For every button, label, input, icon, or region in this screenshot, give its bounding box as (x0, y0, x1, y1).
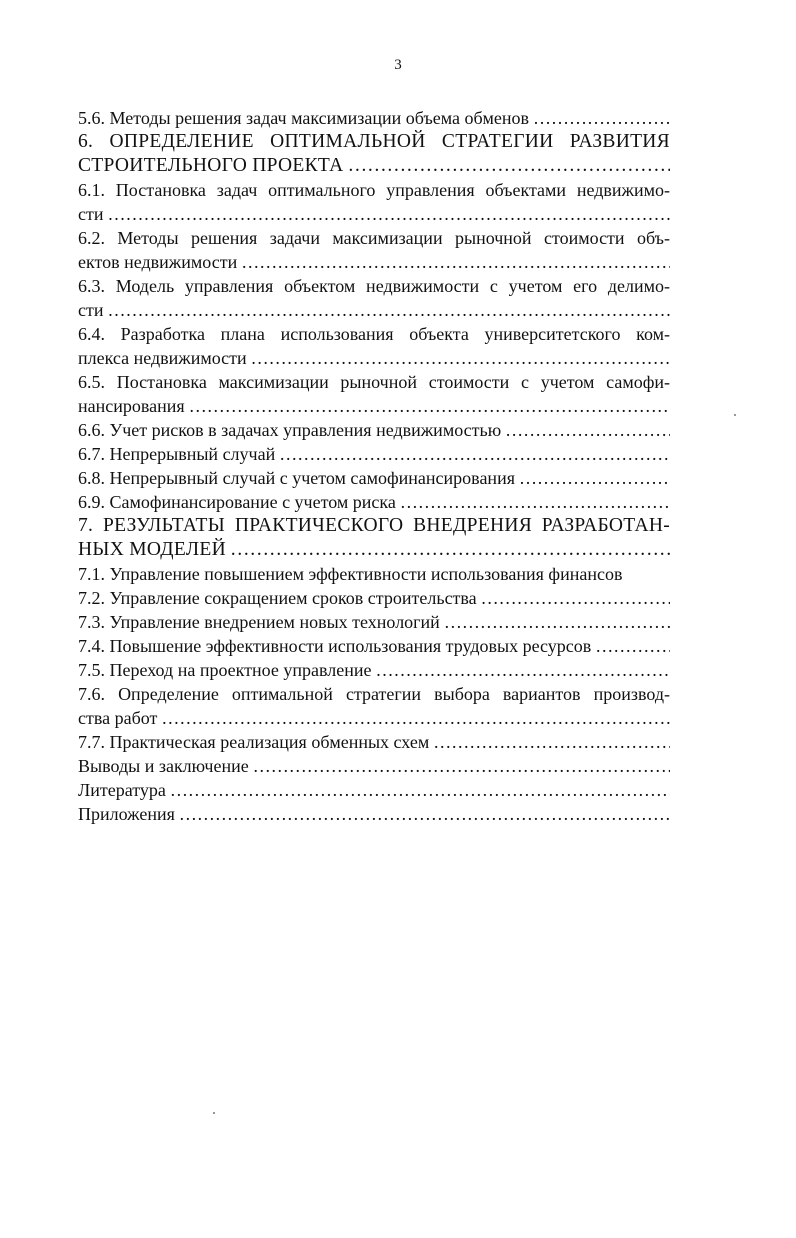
toc-entry-title: 7.2. Управление сокращением сроков строительства (78, 588, 477, 608)
toc-entry-6-9[interactable] (78, 490, 670, 514)
toc-entry-appendices[interactable] (78, 802, 670, 826)
toc-entry-7-5[interactable] (78, 658, 670, 682)
toc-entry-6-8[interactable] (78, 466, 670, 490)
dot-leader (400, 490, 670, 514)
toc-entry-literature[interactable] (78, 778, 670, 802)
toc-entry-7-1[interactable] (78, 562, 670, 586)
scan-speck (213, 1112, 215, 1114)
toc-entry-7-3[interactable] (78, 610, 670, 634)
dot-leader (444, 610, 670, 634)
toc-entry-7-7[interactable] (78, 730, 670, 754)
toc-entry-title: 6.4. Разработка плана использования объекта университетского ком- (78, 324, 670, 344)
dot-leader (179, 802, 670, 826)
dot-leader (230, 538, 670, 562)
toc-entry-title: 6.6. Учет рисков в задачах управления недвижимостью (78, 420, 502, 440)
toc-entry-7-4[interactable] (78, 634, 670, 658)
dot-leader (108, 202, 671, 226)
toc-entry-title: 6.1. Постановка задач оптимального управления объектами недвижимо- (78, 180, 670, 200)
dot-leader (108, 298, 671, 322)
toc-entry-title: 6. ОПРЕДЕЛЕНИЕ ОПТИМАЛЬНОЙ СТРАТЕГИИ РАЗВИТИЯ (78, 131, 670, 152)
toc-chapter-7[interactable] (78, 514, 670, 562)
toc-entry-title: 6.3. Модель управления объектом недвижимости с учетом его делимо- (78, 276, 670, 296)
scan-speck (734, 414, 736, 416)
toc-entry-title: 7.5. Переход на проектное управление (78, 660, 372, 680)
toc-entry-6-4[interactable] (78, 322, 670, 370)
dot-leader (251, 346, 670, 370)
toc-entry-title: 6.5. Постановка максимизации рыночной стоимости с учетом самофи- (78, 372, 670, 392)
toc-entry-7-2[interactable] (78, 586, 670, 610)
toc-entry-title: 7.7. Практическая реализация обменных схем (78, 732, 430, 752)
dot-leader (241, 250, 670, 274)
dot-leader (279, 442, 670, 466)
toc-entry-title-cont: сти (78, 204, 104, 224)
table-of-contents (78, 106, 670, 826)
toc-entry-title: 6.7. Непрерывный случай (78, 444, 276, 464)
toc-entry-title-cont: ства работ (78, 708, 158, 728)
toc-entry-title-cont: СТРОИТЕЛЬНОГО ПРОЕКТА (78, 155, 344, 176)
toc-chapter-6[interactable] (78, 130, 670, 178)
toc-entry-title: 6.8. Непрерывный случай с учетом самофинансирования (78, 468, 515, 488)
toc-entry-title: 7.1. Управление повышением эффективности использования финансов (78, 564, 623, 584)
toc-entry-title: 7.3. Управление внедрением новых технологий (78, 612, 440, 632)
toc-entry-title: 6.9. Самофинансирование с учетом риска (78, 492, 396, 512)
toc-entry-6-7[interactable] (78, 442, 670, 466)
dot-leader (348, 154, 670, 178)
dot-leader (481, 586, 670, 610)
toc-entry-title-cont: НЫХ МОДЕЛЕЙ (78, 539, 226, 560)
page-number: 3 (394, 57, 402, 73)
toc-entry-6-6[interactable] (78, 418, 670, 442)
toc-entry-title-cont: плекса недвижимости (78, 348, 247, 368)
toc-entry-title: 7.6. Определение оптимальной стратегии выбора вариантов производ- (78, 684, 670, 704)
dot-leader (519, 466, 670, 490)
toc-entry-title-cont: нансирования (78, 396, 185, 416)
dot-leader (161, 706, 670, 730)
toc-entry-title-cont: сти (78, 300, 104, 320)
toc-entry-title: 5.6. Методы решения задач максимизации объема обменов (78, 108, 530, 128)
dot-leader (375, 658, 670, 682)
toc-entry-title: 7. РЕЗУЛЬТАТЫ ПРАКТИЧЕСКОГО ВНЕДРЕНИЯ РАЗРАБОТАН- (78, 515, 670, 536)
toc-entry-title: Приложения (78, 804, 175, 824)
toc-entry-6-3[interactable] (78, 274, 670, 322)
toc-entry-title-cont: ектов недвижимости (78, 252, 238, 272)
toc-entry-title: 6.2. Методы решения задачи максимизации рыночной стоимости объ- (78, 228, 670, 248)
dot-leader (253, 754, 670, 778)
dot-leader (595, 634, 670, 658)
toc-entry-conclusions[interactable] (78, 754, 670, 778)
dot-leader (433, 730, 670, 754)
toc-entry-7-6[interactable] (78, 682, 670, 730)
toc-entry-6-5[interactable] (78, 370, 670, 418)
toc-entry-6-1[interactable] (78, 178, 670, 226)
toc-entry-6-2[interactable] (78, 226, 670, 274)
toc-entry-title: 7.4. Повышение эффективности использования трудовых ресурсов (78, 636, 592, 656)
dot-leader (170, 778, 670, 802)
toc-entry-title: Литература (78, 780, 166, 800)
dot-leader (505, 418, 670, 442)
dot-leader (189, 394, 670, 418)
toc-entry-5-6[interactable] (78, 106, 670, 130)
dot-leader (533, 106, 670, 130)
toc-entry-title: Выводы и заключение (78, 756, 249, 776)
